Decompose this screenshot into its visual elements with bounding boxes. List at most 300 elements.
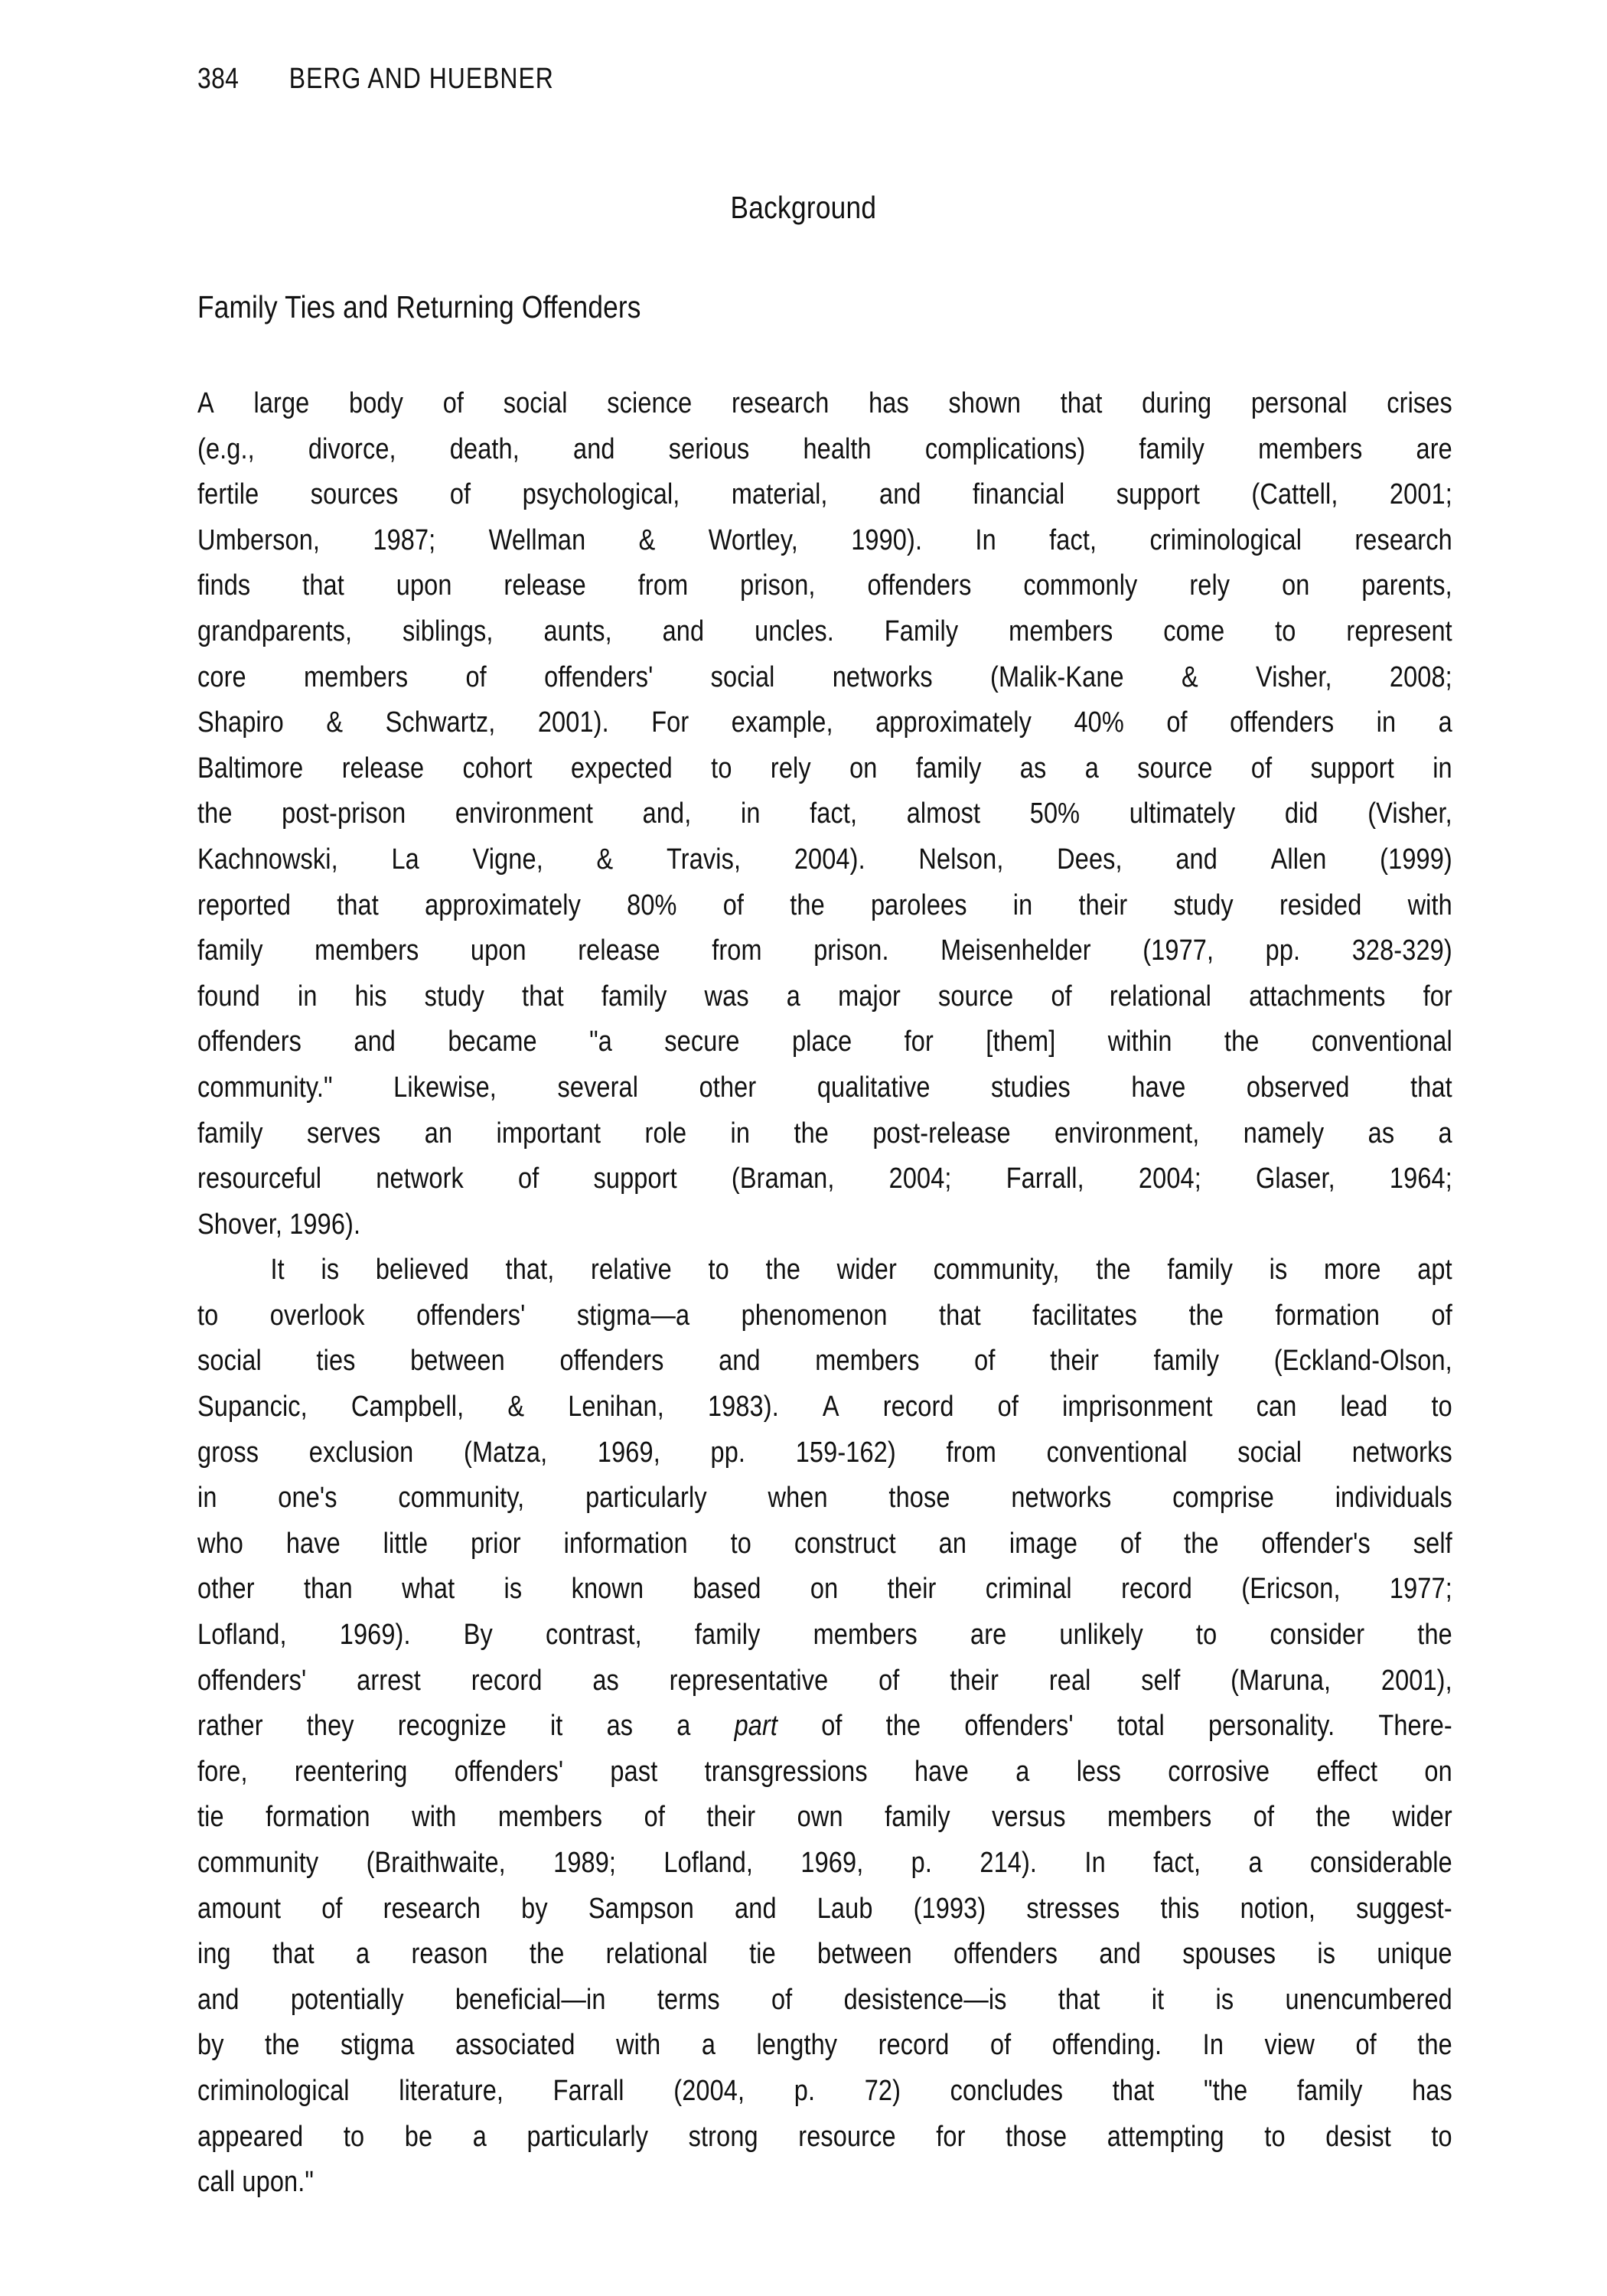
word: offenders' <box>416 1299 526 1332</box>
word: (Braithwaite, <box>366 1847 506 1879</box>
word: Shapiro <box>197 706 284 739</box>
word: the <box>1224 1026 1260 1058</box>
word: and <box>354 1026 396 1058</box>
word: what <box>402 1573 455 1606</box>
word: Baltimore <box>197 752 304 784</box>
word: & <box>1181 660 1198 693</box>
word: offenders' <box>544 660 654 693</box>
word: self <box>1141 1664 1181 1697</box>
word: in <box>740 797 761 830</box>
word: to <box>1431 2120 1452 2153</box>
word: community, <box>933 1254 1060 1287</box>
word: formation <box>266 1801 370 1834</box>
word: desist <box>1325 2120 1391 2153</box>
word: than <box>304 1573 353 1606</box>
word: that <box>522 980 564 1013</box>
word: By <box>463 1619 493 1652</box>
word: and <box>662 615 705 647</box>
word: (Visher, <box>1367 797 1452 830</box>
word: a <box>786 980 801 1013</box>
word: family <box>1167 1254 1234 1287</box>
word: upon <box>396 569 452 602</box>
word: of <box>1166 706 1188 739</box>
word: secure <box>664 1026 740 1058</box>
word: approximately <box>425 889 582 921</box>
word: during <box>1142 387 1212 419</box>
emphasis-text: part <box>734 1710 778 1743</box>
word: (Matza, <box>464 1436 548 1469</box>
word: to <box>343 2120 365 2153</box>
word: an <box>938 1527 967 1560</box>
word: lead <box>1340 1391 1388 1424</box>
word: source <box>938 980 1014 1013</box>
word: personality. <box>1208 1710 1335 1743</box>
word: prison. <box>813 934 889 967</box>
word: 2001), <box>1380 1664 1452 1697</box>
word: for <box>936 2120 966 2153</box>
word: the <box>1315 1801 1351 1834</box>
word: individuals <box>1335 1482 1452 1515</box>
word: to <box>1431 1391 1452 1424</box>
word: In <box>1202 2029 1224 2062</box>
word: 1969, <box>800 1847 864 1879</box>
word: associated <box>455 2029 575 2062</box>
word: reported <box>197 889 292 921</box>
word: a <box>1015 1755 1030 1788</box>
word: Laub <box>817 1892 873 1925</box>
word: notion, <box>1240 1892 1316 1925</box>
word: in <box>1376 706 1397 739</box>
word: environment <box>455 797 594 830</box>
word: from <box>637 569 689 602</box>
word: relational <box>605 1938 708 1971</box>
word: social <box>710 660 775 693</box>
paragraph <box>197 1247 1452 2205</box>
word: social <box>197 1345 262 1378</box>
word: support <box>1310 752 1394 784</box>
word: a <box>701 2029 716 2062</box>
word: known <box>571 1573 644 1606</box>
word: networks <box>832 660 933 693</box>
text-line <box>197 837 1452 883</box>
word: Campbell, <box>350 1391 464 1424</box>
word: namely <box>1243 1117 1325 1150</box>
word: record <box>882 1391 954 1424</box>
word: it <box>549 1710 563 1743</box>
word: offenders <box>197 1026 302 1058</box>
word: family <box>1139 432 1205 465</box>
word: the <box>1188 1299 1224 1332</box>
word: (Maruna, <box>1231 1664 1332 1697</box>
word: of <box>1250 752 1273 784</box>
word: research <box>731 387 830 419</box>
word: support <box>593 1163 677 1195</box>
text-line <box>197 2023 1452 2069</box>
word: on <box>810 1573 839 1606</box>
word: 50% <box>1029 797 1081 830</box>
word: terms <box>657 1983 720 2016</box>
word: [them] <box>986 1026 1056 1058</box>
word: that <box>302 569 344 602</box>
word: offenders <box>867 569 972 602</box>
word: networks <box>1011 1482 1112 1515</box>
word: Farrall, <box>1006 1163 1084 1195</box>
word: of <box>821 1710 843 1743</box>
word: have <box>285 1527 341 1560</box>
word: research <box>383 1892 481 1925</box>
word: that <box>272 1938 315 1971</box>
word: is <box>321 1254 340 1287</box>
word: on <box>849 752 878 784</box>
word: family <box>197 934 263 967</box>
word: release <box>578 934 660 967</box>
word: ties <box>316 1345 356 1378</box>
word: grandparents, <box>197 615 353 647</box>
word: suggest- <box>1356 1892 1452 1925</box>
word: have <box>1131 1071 1186 1104</box>
word: facilitates <box>1032 1299 1138 1332</box>
word: the <box>765 1254 801 1287</box>
word: their <box>950 1664 999 1697</box>
word: crises <box>1387 387 1452 419</box>
word: resource <box>798 2120 896 2153</box>
word: come <box>1163 615 1225 647</box>
word: beneficial—in <box>455 1983 606 2016</box>
word: to <box>711 752 732 784</box>
text-line <box>197 655 1452 701</box>
word: with <box>1407 889 1452 921</box>
word: lengthy <box>756 2029 838 2062</box>
word: was <box>704 980 749 1013</box>
word: that <box>1112 2074 1155 2107</box>
word: and, <box>642 797 692 830</box>
word: Family <box>884 615 959 647</box>
text-line <box>197 1111 1452 1157</box>
word: a <box>1438 706 1452 739</box>
word: Lofland, <box>663 1847 754 1879</box>
text-line <box>197 472 1452 518</box>
word: total <box>1116 1710 1165 1743</box>
word: 328-329) <box>1351 934 1452 967</box>
word: from <box>946 1436 996 1469</box>
word: unlikely <box>1059 1619 1143 1652</box>
word: is <box>504 1573 523 1606</box>
word: as <box>1019 752 1047 784</box>
word: is <box>1317 1938 1336 1971</box>
word: personal <box>1250 387 1348 419</box>
word: death, <box>449 432 520 465</box>
word: to <box>1264 2120 1286 2153</box>
word: Travis, <box>667 843 742 876</box>
word: post-release <box>872 1117 1011 1150</box>
word: fact, <box>1153 1847 1201 1879</box>
word: their <box>1078 889 1128 921</box>
word: serves <box>306 1117 381 1150</box>
word: consider <box>1270 1619 1365 1652</box>
word: social <box>503 387 568 419</box>
word: "a <box>589 1026 612 1058</box>
word: of <box>771 1983 793 2016</box>
word: (Braman, <box>731 1163 835 1195</box>
word: the <box>1417 1619 1452 1652</box>
word: formation <box>1275 1299 1380 1332</box>
word: p. <box>794 2074 816 2107</box>
word: of <box>1431 1299 1452 1332</box>
word: & <box>507 1391 525 1424</box>
word: became <box>448 1026 537 1058</box>
word: their <box>1050 1345 1099 1378</box>
word: pp. <box>1265 934 1301 967</box>
word: parents, <box>1361 569 1452 602</box>
word: several <box>557 1071 639 1104</box>
word: family <box>694 1619 761 1652</box>
text-line <box>197 1293 1452 1339</box>
word: in <box>298 980 318 1013</box>
text-line <box>197 1704 1452 1750</box>
word: in <box>197 1482 217 1515</box>
word: source <box>1137 752 1213 784</box>
word: of <box>997 1391 1019 1424</box>
word: has <box>869 387 909 419</box>
word: the <box>790 889 825 921</box>
word: & <box>326 706 344 739</box>
word: the <box>1184 1527 1219 1560</box>
word: in <box>730 1117 751 1150</box>
word: observed <box>1246 1071 1350 1104</box>
word: resourceful <box>197 1163 322 1195</box>
word: major <box>838 980 901 1013</box>
word: his <box>354 980 387 1013</box>
word: shown <box>948 387 1022 419</box>
word: little <box>383 1527 429 1560</box>
word: criminological <box>1149 523 1302 556</box>
word: important <box>496 1117 601 1150</box>
word: particularly <box>585 1482 707 1515</box>
word: that <box>939 1299 981 1332</box>
word: considerable <box>1310 1847 1452 1879</box>
word: large <box>253 387 310 419</box>
word: are <box>1416 432 1452 465</box>
word: ultimately <box>1129 797 1236 830</box>
section-heading <box>0 190 1607 226</box>
word: of <box>1355 2029 1377 2062</box>
word: offenders' <box>454 1755 564 1788</box>
word: a <box>1248 1847 1263 1879</box>
word: other <box>197 1573 255 1606</box>
word: that <box>337 889 379 921</box>
word: based <box>693 1573 761 1606</box>
word: their <box>706 1801 756 1834</box>
word: 2004; <box>888 1163 952 1195</box>
word: stigma <box>341 2029 415 2062</box>
word: those <box>1006 2120 1068 2153</box>
text-line <box>197 1019 1452 1065</box>
word: "the <box>1204 2074 1248 2107</box>
word: 159-162) <box>795 1436 896 1469</box>
word: of <box>974 1345 996 1378</box>
word: represent <box>1346 615 1452 647</box>
word: image <box>1009 1527 1078 1560</box>
word: offenders <box>559 1345 664 1378</box>
word: It <box>270 1254 285 1287</box>
word: to <box>708 1254 729 1287</box>
word: that, <box>505 1254 555 1287</box>
word: prior <box>471 1527 521 1560</box>
word: (1999) <box>1380 843 1452 876</box>
word: for <box>1423 980 1452 1013</box>
running-head <box>197 63 554 96</box>
word: representative <box>669 1664 829 1697</box>
word: family <box>197 1117 263 1150</box>
word: on <box>1282 569 1310 602</box>
word: real <box>1048 1664 1091 1697</box>
word: arrest <box>357 1664 421 1697</box>
word: of <box>518 1163 539 1195</box>
text-line <box>197 746 1452 792</box>
text-line <box>197 1795 1452 1841</box>
word: self <box>1413 1527 1452 1560</box>
word: one's <box>278 1482 337 1515</box>
word: an <box>424 1117 453 1150</box>
word: corrosive <box>1168 1755 1270 1788</box>
word: offenders <box>953 1938 1058 1971</box>
word: family <box>601 980 667 1013</box>
word: strong <box>688 2120 758 2153</box>
word: uncles. <box>755 615 834 647</box>
word: fact, <box>1049 523 1097 556</box>
word: example, <box>731 706 833 739</box>
word: reentering <box>294 1755 408 1788</box>
word: Meisenhelder <box>940 934 1091 967</box>
text-line: call upon." <box>197 2166 315 2199</box>
word: members <box>1009 615 1113 647</box>
text-line <box>197 1567 1452 1613</box>
word: release <box>341 752 425 784</box>
word: Vigne, <box>472 843 543 876</box>
word: family <box>1153 1345 1220 1378</box>
word: & <box>596 843 614 876</box>
text-line <box>197 1476 1452 1521</box>
word: of <box>878 1664 900 1697</box>
word: siblings, <box>403 615 494 647</box>
word: There- <box>1378 1710 1452 1743</box>
word: tie <box>197 1801 224 1834</box>
word: Nelson, <box>918 843 1004 876</box>
word: Kachnowski, <box>197 843 338 876</box>
word: relational <box>1109 980 1212 1013</box>
word: support <box>1116 478 1201 511</box>
word: the <box>265 2029 300 2062</box>
text-line <box>197 1384 1452 1430</box>
word: La <box>391 843 419 876</box>
word: rely <box>770 752 811 784</box>
word: parolees <box>870 889 967 921</box>
word: between <box>817 1938 912 1971</box>
word: health <box>803 432 872 465</box>
word: environment, <box>1054 1117 1200 1150</box>
word: (2004, <box>673 2074 745 2107</box>
word: spouses <box>1182 1938 1276 1971</box>
word: In <box>975 523 996 556</box>
text-line <box>197 1750 1452 1795</box>
word: transgressions <box>704 1755 868 1788</box>
word: 1989; <box>553 1847 617 1879</box>
text-line <box>197 2115 1452 2161</box>
word: release <box>504 569 586 602</box>
word: versus <box>992 1801 1066 1834</box>
word: in <box>1433 752 1452 784</box>
text-line <box>197 1156 1452 1202</box>
text-line <box>197 700 1452 746</box>
word: the <box>885 1710 921 1743</box>
word: a <box>355 1938 370 1971</box>
word: record <box>471 1664 543 1697</box>
word: of <box>321 1892 343 1925</box>
subsection-heading: Family Ties and Returning Offenders <box>197 289 641 325</box>
word: potentially <box>290 1983 404 2016</box>
word: be <box>404 2120 433 2153</box>
word: community <box>197 1847 319 1879</box>
word: material, <box>731 478 828 511</box>
word: of <box>644 1801 665 1834</box>
word: wider <box>1392 1801 1452 1834</box>
word: own <box>797 1801 843 1834</box>
word: Wortley, <box>708 523 798 556</box>
word: appeared <box>197 2120 304 2153</box>
word: within <box>1107 1026 1172 1058</box>
word: the <box>1417 2029 1452 2062</box>
word: 1987; <box>373 523 436 556</box>
word: phenomenon <box>741 1299 888 1332</box>
word: to <box>1275 615 1296 647</box>
word: resided <box>1279 889 1362 921</box>
word: with <box>616 2029 661 2062</box>
word: offenders' <box>964 1710 1074 1743</box>
text-line <box>197 518 1452 564</box>
word: 214). <box>980 1847 1038 1879</box>
word: members <box>303 660 409 693</box>
word: that <box>1058 1983 1100 2016</box>
word: ing <box>197 1938 231 1971</box>
word: did <box>1284 797 1319 830</box>
word: 72) <box>864 2074 901 2107</box>
word: studies <box>991 1071 1071 1104</box>
page-number: 384 <box>197 63 240 95</box>
word: who <box>197 1527 243 1560</box>
word: desistence—is <box>843 1983 1007 2016</box>
word: criminological <box>197 2074 350 2107</box>
word: science <box>607 387 693 419</box>
word: financial <box>972 478 1065 511</box>
word: and <box>735 1892 777 1925</box>
word: stigma—a <box>576 1299 690 1332</box>
word: literature, <box>399 2074 504 2107</box>
word: 80% <box>627 889 677 921</box>
word: relative <box>591 1254 672 1287</box>
word: that <box>1410 1071 1452 1104</box>
text-line <box>197 974 1452 1020</box>
running-head-authors: BERG AND HUEBNER <box>288 63 554 95</box>
word: a <box>1438 1117 1452 1150</box>
word: have <box>914 1755 969 1788</box>
word: post-prison <box>282 797 406 830</box>
word: as <box>1367 1117 1395 1150</box>
text-line <box>197 427 1452 473</box>
text-line <box>197 563 1452 609</box>
word: it <box>1151 1983 1165 2016</box>
word: attempting <box>1107 2120 1224 2153</box>
word: Likewise, <box>393 1071 497 1104</box>
